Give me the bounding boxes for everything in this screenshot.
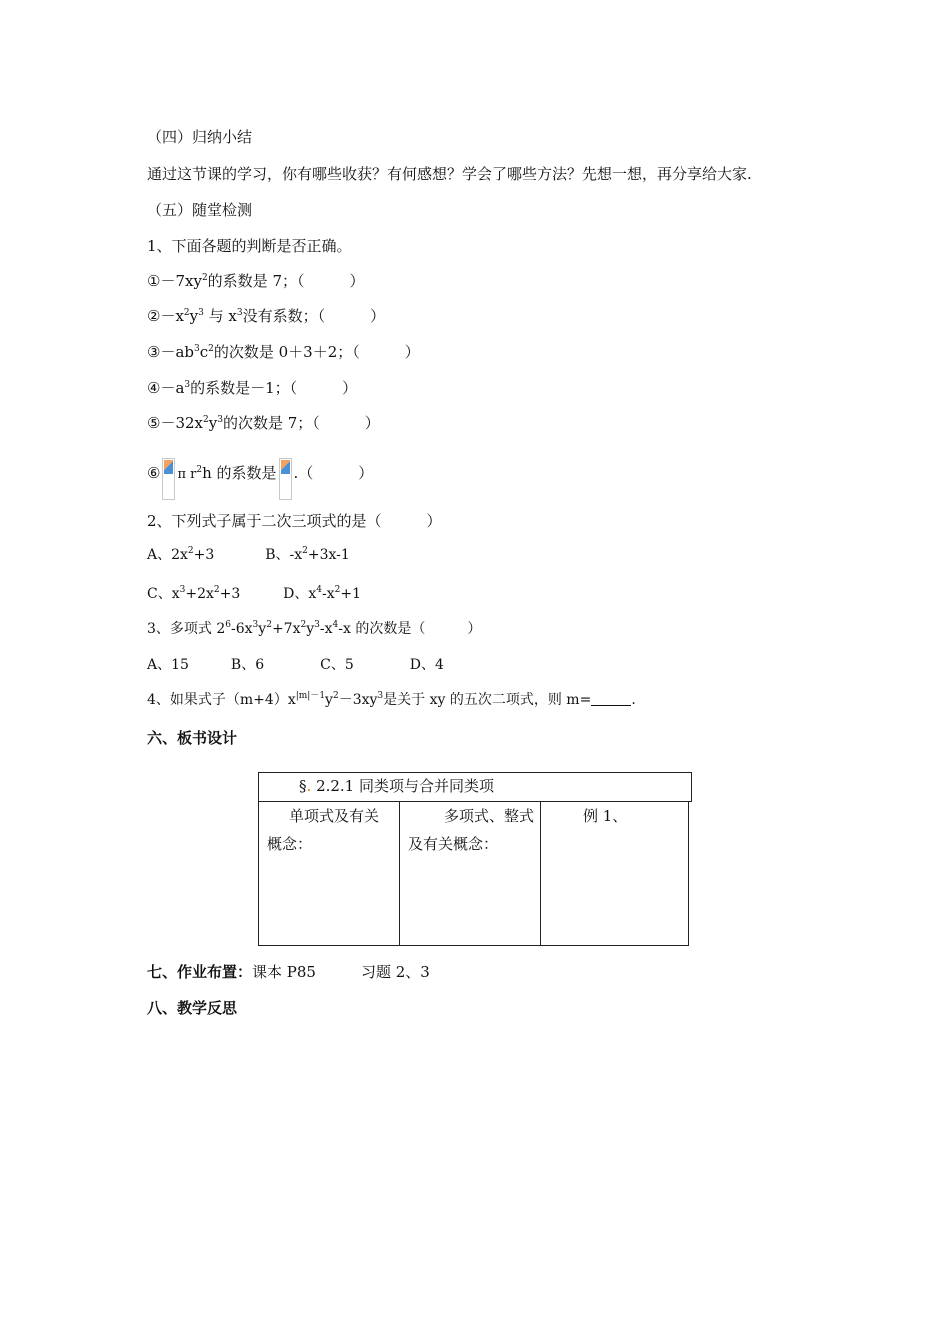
section-4-text: 通过这节课的学习，你有哪些收获？有何感想？学会了哪些方法？先想一想，再分享给大家. bbox=[147, 165, 752, 183]
board-col-polynomial: 多项式、整式及有关概念： bbox=[400, 802, 541, 945]
section-7: 七、作业布置：课本 P85 习题 2、3 bbox=[147, 963, 430, 981]
board-table-header: §. 2.2.1 同类项与合并同类项 bbox=[258, 772, 692, 802]
answer-blank bbox=[591, 691, 631, 706]
q1-item-1: $①-7xy^2$的系数是 7；（ ） bbox=[147, 272, 365, 290]
question-3: 3、多项式 $2^6-6x^3y^2+7x^2y^3-x^4-x$ 的次数是（ ） bbox=[147, 620, 482, 637]
section-6-title: 六、板书设计 bbox=[147, 729, 238, 747]
question-2: 2、下列式子属于二次三项式的是（ ） bbox=[147, 512, 442, 530]
q1-item-5: $⑤-32x^2y^3$的次数是 7；（ ） bbox=[147, 414, 380, 432]
q1-item-6: ⑥ π $r^2h$ 的系数是 .（ ） bbox=[147, 458, 373, 500]
q1-item-2: $②-x^2y^3$ 与 $x^3$没有系数；（ ） bbox=[147, 307, 386, 325]
q2-options-ab: A、$2x^2+3$ B、$-x^2+3x-1$ bbox=[147, 546, 350, 563]
section-8-title: 八、教学反思 bbox=[147, 999, 238, 1017]
fraction-image-icon bbox=[279, 458, 292, 500]
q1-item-4: $④-a^3$的系数是－1；（ ） bbox=[147, 379, 358, 397]
board-col-example: 例 1、 bbox=[583, 807, 628, 825]
question-4: 4、如果式子$(m+4)x^{|m|-1}y^2-3xy^3$是关于 xy 的五次二项式，则 m= . bbox=[147, 691, 636, 708]
section-5-title: （五）随堂检测 bbox=[147, 201, 253, 219]
section-sign: § bbox=[299, 777, 307, 795]
section-4-title: （四）归纳小结 bbox=[147, 128, 253, 146]
header-title: 同类项与合并同类项 bbox=[359, 777, 495, 795]
q3-options: A、15 B、6 C、5 D、4 bbox=[147, 657, 444, 673]
board-col-monomial: 单项式及有关概念： bbox=[259, 802, 400, 945]
fraction-image-icon bbox=[162, 458, 175, 500]
header-number: 2.2.1 bbox=[316, 777, 355, 795]
q1-item-3: $③-ab^3c^2$的次数是 0＋3＋2；（ ） bbox=[147, 343, 420, 361]
question-1: 1、下面各题的判断是否正确。 bbox=[147, 237, 352, 255]
board-table-body bbox=[258, 802, 689, 946]
q2-options-cd: C、$x^3+2x^2+3$ D、$x^4-x^2+1$ bbox=[147, 585, 362, 602]
